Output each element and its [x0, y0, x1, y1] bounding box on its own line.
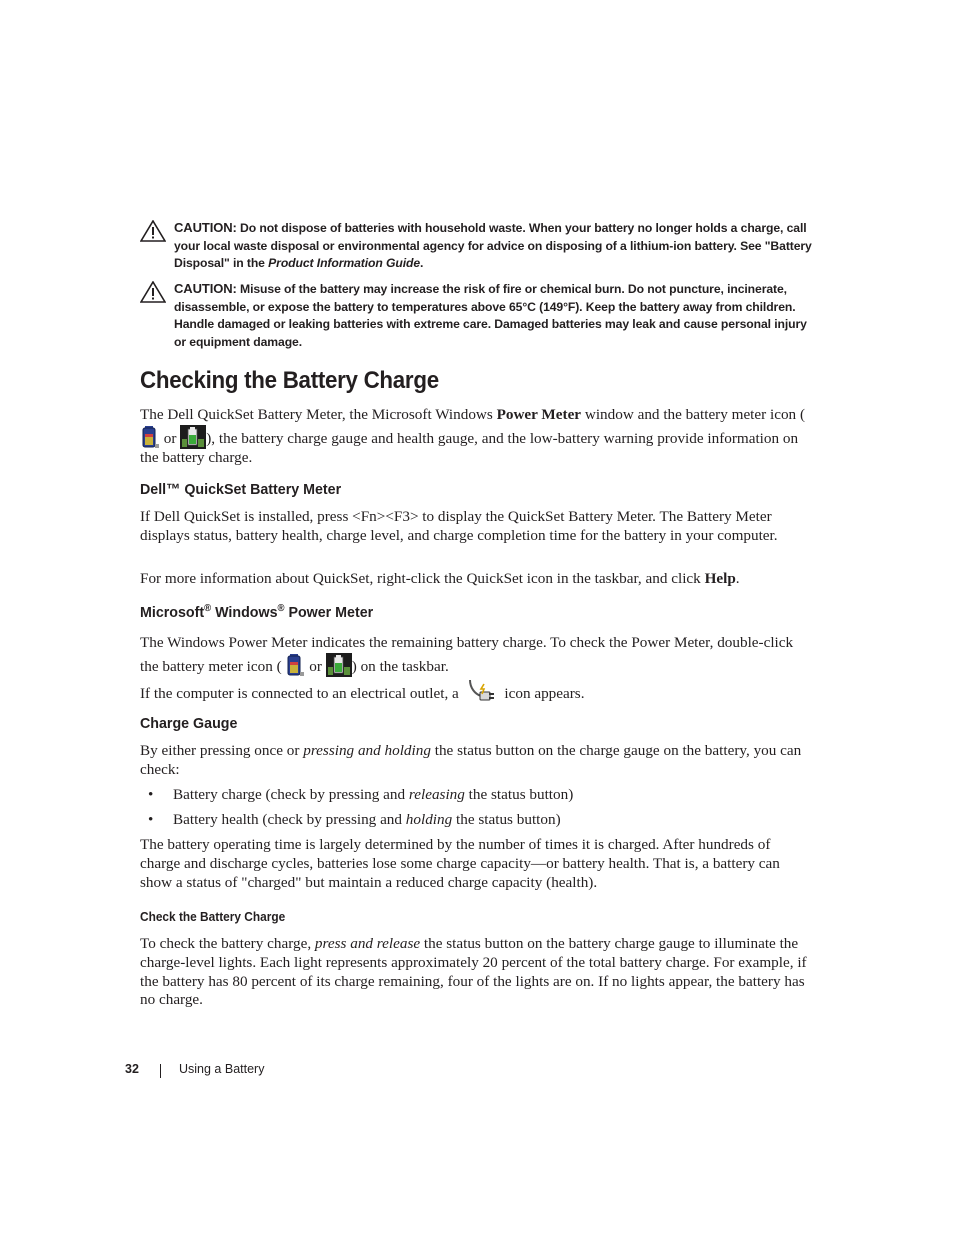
caution-label: CAUTION:	[174, 281, 237, 296]
bullet-icon: •	[148, 811, 154, 828]
section-heading-quickset: Dell™ QuickSet Battery Meter	[140, 481, 342, 498]
battery-meter-icon	[285, 653, 305, 677]
bullet-icon: •	[148, 786, 154, 803]
list-item: • Battery health (check by pressing and holding the status button)	[148, 811, 561, 828]
power-meter-icon	[180, 425, 206, 449]
page-title: Checking the Battery Charge	[140, 367, 439, 394]
caution-text: Do not dispose of batteries with household waste. When your battery no longer holds a charge, call your local waste disposal or environmental agency for advice on disposing of a lithium-ion battery. See "Battery Disposal" in the	[174, 221, 812, 270]
battery-health-paragraph: The battery operating time is largely determined by the number of times it is charged. After hundreds of charge and discharge cycles, batteries lose some charge capacity—or battery health. That is, a battery can show a status of "charged" but maintain a reduced charge capacity (health).	[140, 836, 780, 891]
caution-triangle-icon	[140, 220, 166, 242]
caution-notice-disposal: CAUTION: Do not dispose of batteries with household waste. When your battery no longer holds a charge, call your local waste disposal or environmental agency for advice on disposing of a lithium-ion battery. See "Battery Disposal" in the Product Information Guide.	[140, 219, 815, 273]
caution-notice-misuse	[140, 280, 815, 351]
footer-section-title: Using a Battery	[179, 1062, 265, 1076]
power-meter-paragraph: The Windows Power Meter indicates the remaining battery charge. To check the Power Meter, double-click the battery meter icon ( or ) on the taskbar.	[140, 634, 794, 675]
power-meter-icon	[326, 653, 352, 677]
list-item: • Battery charge (check by pressing and releasing the status button)	[148, 786, 574, 803]
charge-gauge-paragraph: By either pressing once or pressing and holding the status button on the charge gauge on the battery, you can check:	[140, 742, 802, 778]
footer-divider	[160, 1064, 161, 1078]
check-charge-paragraph: To check the battery charge, press and release the status button on the battery charge gauge to illuminate the charge-level lights. Each light represents approximately 20 percent of the total battery charge. For example, if the battery has 80 percent of its charge remaining, four of the lights are on. If no lights appear, the battery has no charge.	[140, 935, 807, 1009]
section-heading-charge-gauge: Charge Gauge	[140, 715, 238, 732]
quickset-paragraph: If Dell QuickSet is installed, press <Fn><F3> to display the QuickSet Battery Meter. The Battery Meter displays status, battery health, charge level, and charge completion time for the battery in your computer.	[140, 508, 778, 544]
ac-power-plug-icon	[467, 678, 497, 704]
section-heading-power-meter: Microsoft® Windows® Power Meter	[140, 603, 374, 621]
ac-power-paragraph: If the computer is connected to an electrical outlet, a icon appears.	[140, 678, 812, 704]
caution-text: Misuse of the battery may increase the risk of fire or chemical burn. Do not puncture, incinerate, disassemble, or expose the battery to temperatures above 65°C (149°F). Keep the battery away from children. Handle damaged or leaking batteries with extreme care. Damaged batteries may leak and cause personal injury or equipment damage.	[174, 282, 807, 349]
caution-guide-title: Product Information Guide	[268, 256, 421, 270]
help-menu-item: Help	[704, 570, 736, 587]
caution-label: CAUTION:	[174, 220, 237, 235]
intro-paragraph: The Dell QuickSet Battery Meter, the Microsoft Windows Power Meter window and the battery meter icon ( or ), the battery charge gauge and health gauge, and the low-battery warning provide information on the battery charge.	[140, 406, 806, 466]
caution-triangle-icon	[140, 281, 166, 303]
quickset-help-paragraph: For more information about QuickSet, right-click the QuickSet icon in the taskbar, and click Help.	[140, 570, 740, 587]
subsection-heading-check-charge: Check the Battery Charge	[140, 910, 286, 924]
page-number: 32	[125, 1062, 139, 1076]
battery-meter-icon	[140, 425, 160, 449]
